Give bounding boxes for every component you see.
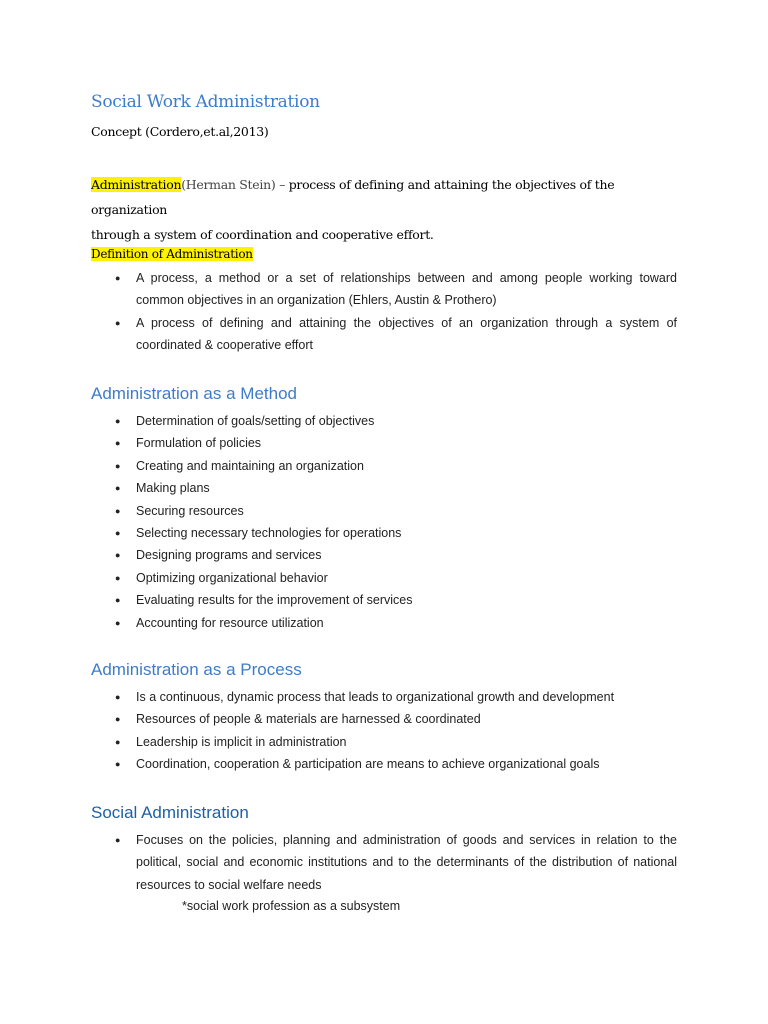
- list-item: [0, 708, 705, 730]
- bullet-icon: ●: [115, 317, 121, 328]
- administration-definition: [91, 172, 691, 247]
- list-item: [0, 829, 677, 896]
- list-item: [0, 410, 504, 432]
- list-item: [0, 686, 705, 708]
- bullet-icon: ●: [115, 617, 121, 628]
- bullet-icon: ●: [115, 528, 121, 539]
- list-item: [0, 731, 705, 753]
- concept-line: Concept (Cordero,et.al,2013): [91, 124, 269, 139]
- list-item: [0, 312, 677, 357]
- bullet-icon: ●: [115, 835, 121, 845]
- list-item-text: A process, a method or a set of relationships between and among people working toward common objectives in an organization (Ehlers, Austin & Prothero): [136, 271, 677, 308]
- bullet-icon: ●: [115, 416, 121, 426]
- list-item: [0, 589, 504, 611]
- list-item-text: Focuses on the policies, planning and administration of goods and services in relation to the political, social and economic institutions and to the determinants of the distribution of national resources to social welfare needs: [136, 833, 677, 892]
- list-item: [0, 522, 504, 544]
- list-item-text: Coordination, cooperation & participation are means to achieve organizational goals: [136, 757, 600, 772]
- list-item: [0, 500, 504, 522]
- list-item-text: Resources of people & materials are harnessed & coordinated: [136, 712, 481, 727]
- list-item: [0, 432, 504, 454]
- list-item-text: Securing resources: [136, 503, 244, 518]
- list-item-text: Accounting for resource utilization: [136, 615, 324, 630]
- method-heading: Administration as a Method: [91, 384, 297, 403]
- process-list: [0, 686, 705, 776]
- definition-list: [0, 267, 677, 357]
- list-item-text: Is a continuous, dynamic process that leads to organizational growth and development: [136, 690, 615, 704]
- bullet-icon: ●: [115, 759, 121, 770]
- subsystem-note: *social work profession as a subsystem: [182, 899, 401, 913]
- definition-heading: [91, 247, 253, 261]
- process-heading: Administration as a Process: [91, 660, 302, 679]
- list-item: [0, 544, 504, 566]
- list-item-text: A process of defining and attaining the objectives of an organization through a system of coordinated & cooperative effort: [136, 315, 677, 353]
- list-item-text: Formulation of policies: [136, 436, 262, 451]
- method-list: [0, 410, 504, 634]
- bullet-icon: ●: [115, 692, 121, 702]
- list-item: [0, 567, 504, 589]
- bullet-icon: ●: [115, 550, 121, 561]
- bullet-icon: ●: [115, 460, 121, 471]
- bullet-icon: ●: [115, 714, 121, 725]
- list-item: [0, 455, 504, 477]
- social-administration-heading: Social Administration: [91, 803, 249, 822]
- bullet-icon: ●: [115, 595, 121, 606]
- definition-text-line2: through a system of coordination and cooperative effort.: [91, 227, 434, 242]
- bullet-icon: ●: [115, 736, 121, 747]
- bullet-icon: ●: [115, 438, 121, 449]
- list-item-text: Selecting necessary technologies for operations: [136, 526, 402, 541]
- bullet-icon: ●: [115, 273, 121, 283]
- list-item-text: Designing programs and services: [136, 548, 322, 563]
- bullet-icon: ●: [115, 483, 121, 494]
- list-item-text: Making plans: [136, 481, 210, 496]
- bullet-icon: ●: [115, 505, 121, 516]
- list-item: [0, 753, 705, 775]
- definition-text-line1: process of defining and attaining the objectives of the organization: [91, 177, 615, 217]
- list-item-text: Creating and maintaining an organization: [136, 458, 364, 473]
- bullet-icon: ●: [115, 572, 121, 583]
- list-item: [0, 267, 677, 312]
- list-item-text: Optimizing organizational behavior: [136, 570, 328, 585]
- list-item-text: Determination of goals/setting of objectives: [136, 414, 375, 428]
- list-item: [0, 612, 504, 634]
- definition-term: Administration: [91, 177, 182, 192]
- definition-author: (Herman Stein) –: [181, 177, 289, 192]
- social-administration-list: [0, 829, 677, 896]
- document-title: Social Work Administration: [91, 92, 320, 112]
- list-item-text: Evaluating results for the improvement of services: [136, 593, 413, 608]
- list-item-text: Leadership is implicit in administration: [136, 734, 347, 749]
- list-item: [0, 477, 504, 499]
- definition-heading-text: Definition of Administration: [91, 247, 253, 261]
